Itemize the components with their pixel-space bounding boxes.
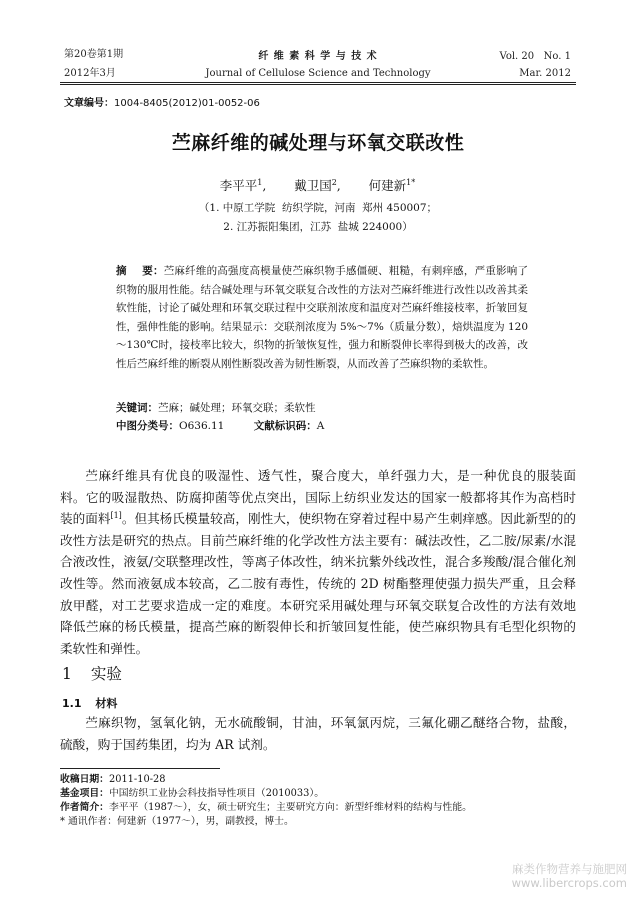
intro-paragraph — [60, 465, 576, 659]
author-name: 戴卫国 — [294, 178, 332, 193]
watermark-url: www.libercrops.com — [511, 876, 627, 890]
author-name: 李平平 — [219, 178, 258, 193]
header-date-right: Mar. 2012 — [519, 68, 571, 79]
affiliation-line: （1. 中原工学院 纺织学院，河南 郑州 450007； — [198, 202, 438, 214]
intro-text: 苎麻纤维具有优良的吸湿性、透气性，聚合度大，单纤强力大，是一种优良的服装面料。它的吸湿散热、防腐抑菌等优点突出，国际上纺织业发达的国家一般都将其作为高档时装的面料 — [60, 468, 576, 527]
author-separator: , — [262, 178, 267, 193]
subsection-title: 材料 — [95, 697, 118, 710]
subsection-number: 1.1 — [62, 697, 82, 710]
author-separator: , — [336, 178, 341, 193]
watermark — [512, 862, 627, 890]
affiliation-line: 2. 江苏振阳集团，江苏 盐城 224000） — [223, 221, 413, 233]
footnote-bio — [60, 801, 472, 815]
bio-label: 作者简介： — [60, 802, 109, 813]
section-heading — [62, 664, 122, 684]
journal-title-en: Journal of Cellulose Science and Technology — [205, 68, 431, 79]
abstract-label: 摘 要： — [116, 265, 164, 277]
abstract — [116, 262, 528, 374]
clc-label: 中图分类号： — [116, 420, 179, 432]
author-line — [0, 178, 635, 194]
citation-ref: [1] — [110, 511, 122, 520]
author-affiliation-mark: 1 — [257, 177, 263, 187]
bio-text: 李平平（1987～），女，硕士研究生；主要研究方向：新型纤维材料的结构与性能。 — [108, 802, 472, 813]
doc-code-label: 文献标识码： — [253, 420, 317, 432]
doc-code: A — [316, 420, 325, 432]
abstract-text: 苎麻纤维的高强度高模量使苎麻织物手感僵硬、粗糙，有刺痒感，严重影响了织物的服用性能。结合碱处理与环氧交联复合改性的方法对苎麻纤维进行改性以改善其柔软性能，讨论了碱处理和环氧交联过程中交联剂浓度和温度对苎麻纤维接枝率，折皱回复性，强伸性能的影响。结果显示：交联剂浓度为 5%～7%（质量分数），焙烘温度为 120～130℃时，接枝率比较大，织物的折皱恢复性，强力和断裂伸长率得到极大的改善，改性后苎麻纤维的断裂从刚性断裂改善为韧性断裂，从而改善了苎麻织物的柔软性。 — [116, 265, 529, 370]
clc-number: O636.11 — [179, 420, 225, 432]
header-date-left: 2012年3月 — [64, 68, 116, 79]
footnote-rule — [60, 768, 220, 769]
watermark-line: 麻类作物营养与施肥网 — [512, 862, 627, 876]
footnote-received — [60, 773, 165, 787]
header-rule-thin — [60, 84, 576, 85]
article-number-label: 文章编号： — [64, 98, 114, 109]
keywords-label: 关键词： — [116, 402, 158, 414]
article-number-line — [64, 97, 260, 110]
classification-line — [116, 418, 324, 434]
materials-paragraph: 苎麻织物，氢氧化钠，无水硫酸铜，甘油，环氧氯丙烷，三氟化硼乙醚络合物，盐酸，硫酸，购于国药集团，均为 AR 试剂。 — [60, 715, 576, 752]
header-rule — [60, 82, 576, 83]
header-issue-left: 第20卷第1期 — [64, 49, 124, 60]
author-name: 何建新 — [368, 178, 407, 193]
subsection-heading — [62, 697, 117, 711]
section-title: 实验 — [90, 665, 122, 683]
fund-text: 中国纺织工业协会科技指导性项目（2010033）。 — [108, 788, 325, 799]
keywords-line — [116, 400, 316, 416]
journal-title-cn: 纤 维 素 科 学 与 技 术 — [258, 51, 378, 62]
received-date: 2011-10-28 — [108, 774, 166, 785]
intro-text-continued: 。但其杨氏模量较高，刚性大，使织物在穿着过程中易产生刺痒感。因此新型的的改性方法是研究的热点。目前苎麻纤维的化学改性方法主要有：碱法改性，乙二胺/尿素/水混合液改性，液氨/交联整理改性，等离子体改性，纳米抗紫外线改性，混合多羧酸/混合催化剂改性等。然而液氨成本较高，乙二胺有毒性，传统的 2D 树酯整理使强力损失严重，且会释放甲醛，对工艺要求造成一定的难度。本研究采用碱处理与环氧交联复合改性的方法有效地降低苎麻的杨氏模量，提高苎麻的断裂伸长和折皱回复性能，使苎麻织物具有毛型化织物的柔软性和弹性。 — [60, 511, 577, 656]
header-issue-right: Vol. 20 No. 1 — [499, 51, 571, 62]
page-title: 苎麻纤维的碱处理与环氧交联改性 — [171, 132, 465, 154]
author-affiliation-mark: 1* — [406, 177, 416, 187]
keywords: 苎麻；碱处理；环氧交联；柔软性 — [158, 402, 316, 414]
section-number: 1 — [62, 665, 72, 683]
author-affiliation-mark: 2 — [331, 177, 337, 187]
footnote-corresponding: * 通讯作者：何建新（1977～），男，副教授，博士。 — [60, 816, 294, 827]
fund-label: 基金项目： — [60, 788, 109, 799]
received-label: 收稿日期： — [60, 774, 109, 785]
article-number: 1004-8405(2012)01-0052-06 — [114, 98, 260, 109]
footnote-fund — [60, 787, 324, 801]
